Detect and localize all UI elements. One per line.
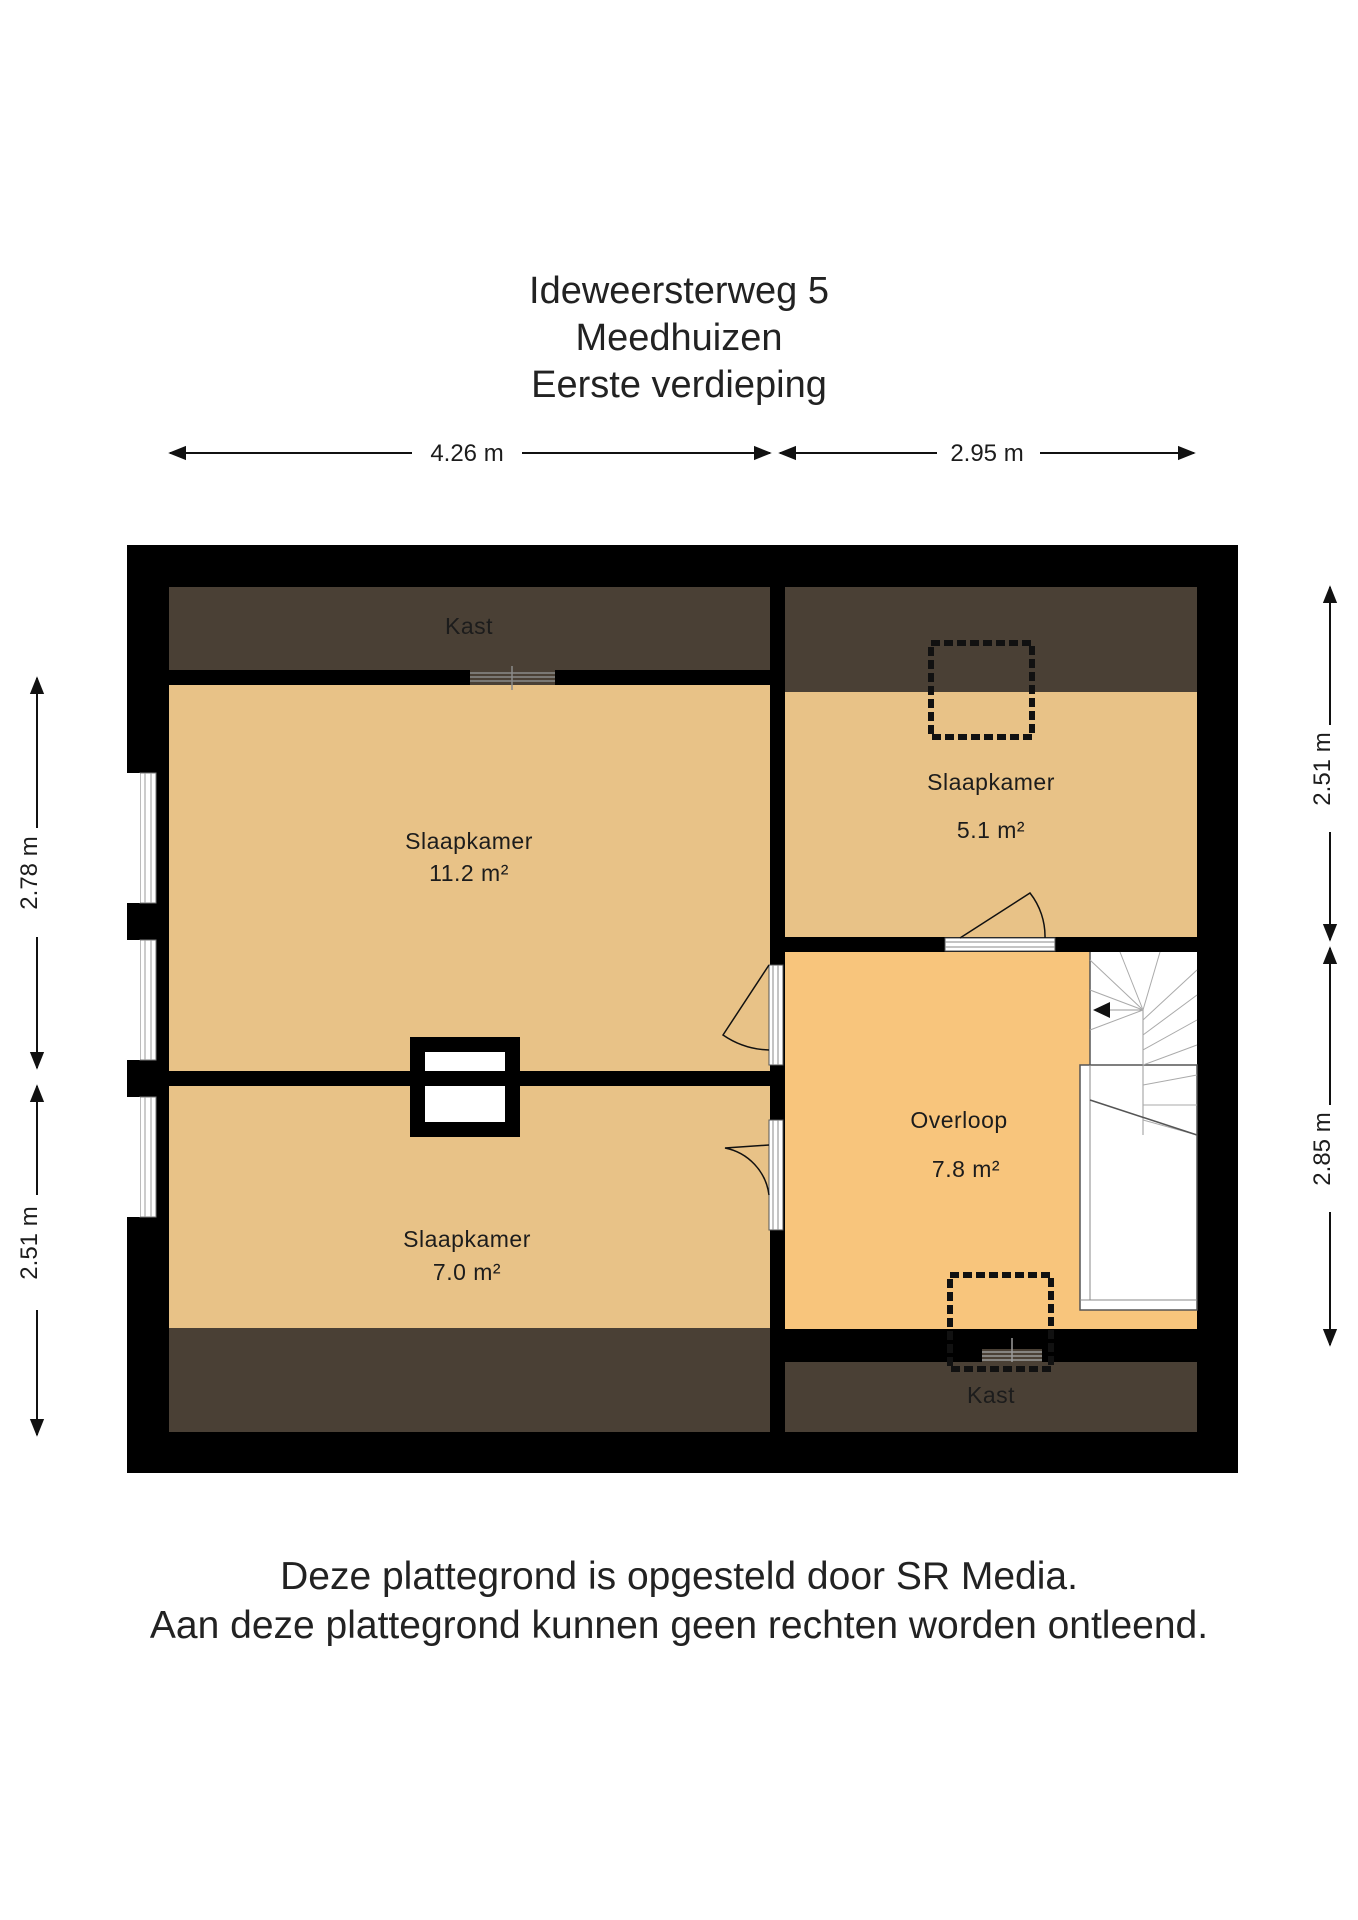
dimension-label: 2.78 m — [16, 836, 43, 910]
window-left-middle-gap — [127, 940, 140, 1060]
window-left-lower-gap — [127, 1097, 140, 1217]
disclaimer-line-1: Deze plattegrond is opgesteld door SR Media. — [280, 1555, 1078, 1598]
slaapkamer-large-label: Slaapkamer — [405, 828, 533, 854]
dimension-label: 2.95 m — [950, 440, 1024, 467]
dimension-top-right — [780, 440, 1194, 467]
slaapkamer-small-label: Slaapkamer — [927, 769, 1055, 795]
dimension-label: 2.51 m — [1309, 732, 1336, 806]
disclaimer — [0, 1552, 1358, 1650]
kast-bottom-label: Kast — [966, 1382, 1016, 1408]
dimension-label: 2.85 m — [1309, 1112, 1336, 1186]
slaapkamer-bottom-area: 7.0 m² — [432, 1259, 502, 1285]
chimney — [410, 1037, 520, 1137]
slaapkamer-large-area: 11.2 m² — [429, 860, 509, 886]
address-title: Ideweersterweg 5 — [529, 270, 829, 312]
kast-bottom-left-room — [169, 1328, 770, 1432]
overloop-label: Overloop — [910, 1107, 1008, 1133]
slaapkamer-small-room — [785, 692, 1197, 937]
dimension-label: 2.51 m — [16, 1206, 43, 1280]
staircase — [1080, 952, 1197, 1310]
kast-top-right-room — [785, 587, 1197, 692]
kast-top-label: Kast — [444, 613, 494, 639]
kast-wall-top — [169, 670, 770, 685]
overloop-area: 7.8 m² — [931, 1156, 1001, 1182]
slaapkamer-small-area: 5.1 m² — [956, 817, 1026, 843]
window-left-lower — [140, 1097, 156, 1217]
dimension-left-upper — [16, 678, 43, 1068]
window-left-upper — [140, 773, 156, 903]
window-left-middle — [140, 940, 156, 1060]
slaapkamer-bottom-label: Slaapkamer — [403, 1226, 531, 1252]
dimension-label: 4.26 m — [430, 440, 504, 467]
window-left-upper-gap — [127, 773, 140, 903]
disclaimer-line-2: Aan deze plattegrond kunnen geen rechten worden ontleend. — [149, 1604, 1209, 1647]
city-title: Meedhuizen — [575, 317, 783, 359]
floor-title: Eerste verdieping — [531, 364, 827, 406]
dimension-right-lower — [1309, 948, 1336, 1345]
dimension-left-lower — [16, 1086, 43, 1435]
dimension-right-upper — [1309, 587, 1336, 940]
dimension-top-left — [170, 440, 770, 467]
